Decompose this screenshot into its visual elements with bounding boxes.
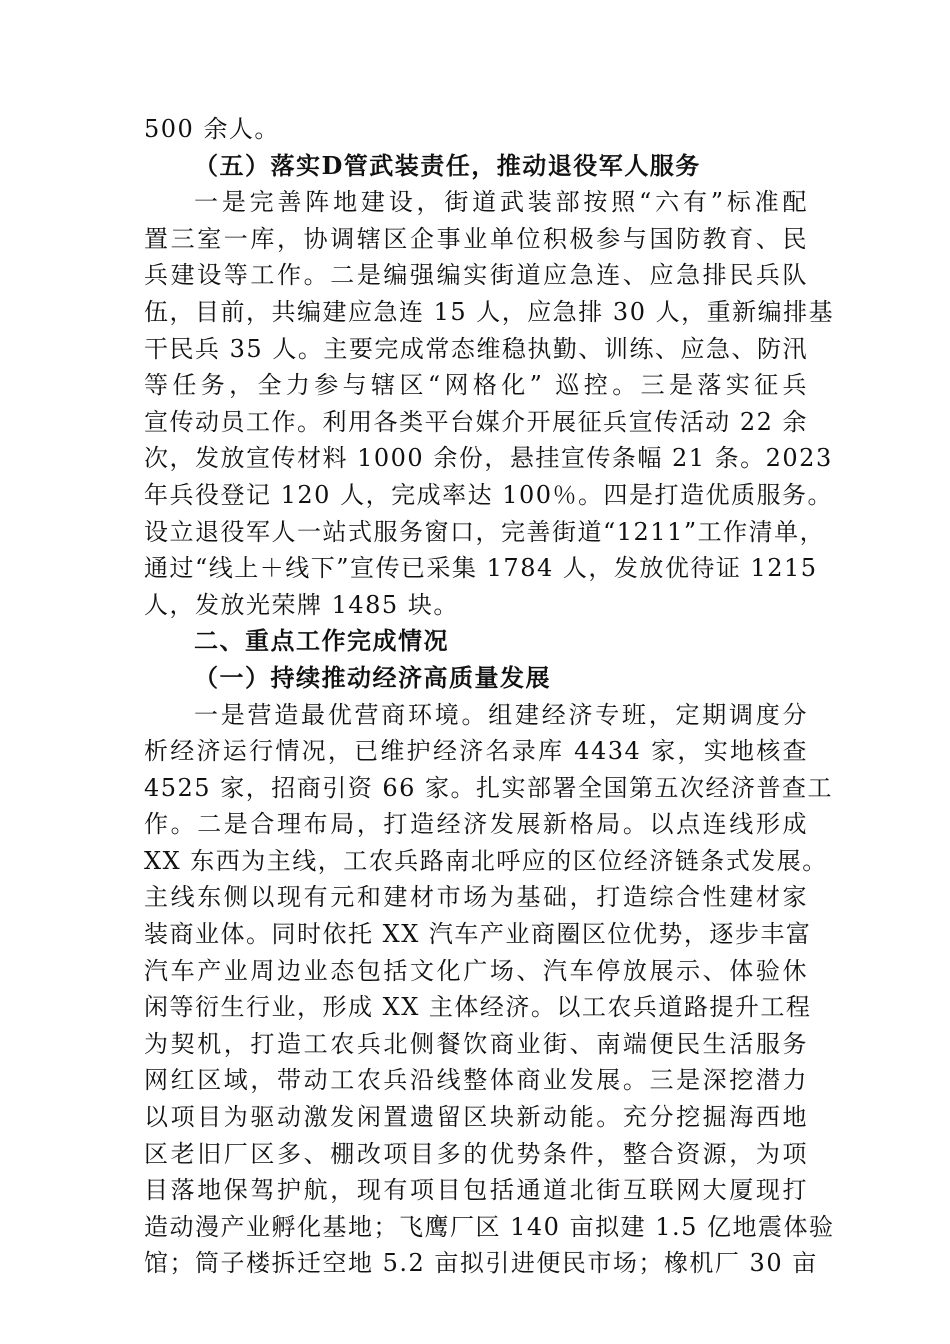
text-line: 人，发放光荣牌 1485 块。	[144, 590, 459, 619]
text-line: 干民兵 35 人。主要完成常态维稳执勤、训练、应急、防汛	[144, 334, 808, 363]
text-line: 兵建设等工作。二是编强编实街道应急连、应急排民兵队	[144, 261, 808, 290]
paragraph-first-line: 一是营造最优营商环境。组建经济专班，定期调度分	[194, 700, 808, 729]
text-line: 造动漫产业孵化基地；飞鹰厂区 140 亩拟建 1.5 亿地震体验	[144, 1212, 835, 1241]
text-line: 目落地保驾护航，现有项目包括通道北街互联网大厦现打	[144, 1176, 808, 1205]
text-line: 通过“线上＋线下”宣传已采集 1784 人，发放优待证 1215	[144, 554, 818, 583]
text-line: 区老旧厂区多、棚改项目多的优势条件，整合资源，为项	[144, 1139, 808, 1168]
section-heading: 二、重点工作完成情况	[194, 627, 449, 656]
text-line: 等任务，全力参与辖区“网格化” 巡控。三是落实征兵	[144, 371, 808, 400]
text-line: 汽车产业周边业态包括文化广场、汽车停放展示、体验休	[144, 956, 808, 985]
text-line: 宣传动员工作。利用各类平台媒介开展征兵宣传活动 22 余	[144, 407, 808, 436]
text-line: 作。二是合理布局，打造经济发展新格局。以点连线形成	[144, 810, 808, 839]
paragraph-first-line: 一是完善阵地建设，街道武装部按照“六有”标准配	[194, 188, 808, 217]
text-line: 析经济运行情况，已维护经济名录库 4434 家，实地核查	[144, 737, 808, 766]
text-line: 以项目为驱动激发闲置遗留区块新动能。充分挖掘海西地	[144, 1103, 808, 1132]
text-line: 为契机，打造工农兵北侧餐饮商业街、南端便民生活服务	[144, 1029, 808, 1058]
text-line: 闲等衍生行业，形成 XX 主体经济。以工农兵道路提升工程	[144, 993, 812, 1022]
text-line: 置三室一库，协调辖区企事业单位积极参与国防教育、民	[144, 224, 808, 253]
text-line: 年兵役登记 120 人，完成率达 100％。四是打造优质服务。	[144, 480, 834, 509]
text-line: 4525 家，招商引资 66 家。扎实部署全国第五次经济普查工	[144, 773, 834, 802]
section-subheading: （五）落实D管武装责任，推动退役军人服务	[194, 150, 701, 180]
document-body	[144, 111, 835, 1282]
text-line: 网红区域，带动工农兵沿线整体商业发展。三是深挖潜力	[144, 1066, 808, 1095]
text-line: 主线东侧以现有元和建材市场为基础，打造综合性建材家	[144, 883, 808, 912]
text-line: 馆；筒子楼拆迁空地 5.2 亩拟引进便民市场；橡机厂 30 亩	[144, 1249, 818, 1278]
text-line: 设立退役军人一站式服务窗口，完善街道“1211”工作清单，	[144, 517, 826, 546]
text-line: XX 东西为主线，工农兵路南北呼应的区位经济链条式发展。	[144, 846, 828, 875]
text-line: 500 余人。	[144, 115, 280, 143]
text-line: 装商业体。同时依托 XX 汽车产业商圈区位优势，逐步丰富	[144, 920, 812, 949]
section-subheading: （一）持续推动经济高质量发展	[194, 662, 551, 692]
text-line: 伍，目前，共编建应急连 15 人，应急排 30 人，重新编排基	[144, 297, 835, 326]
text-line: 次，发放宣传材料 1000 余份，悬挂宣传条幅 21 条。2023	[144, 444, 833, 473]
